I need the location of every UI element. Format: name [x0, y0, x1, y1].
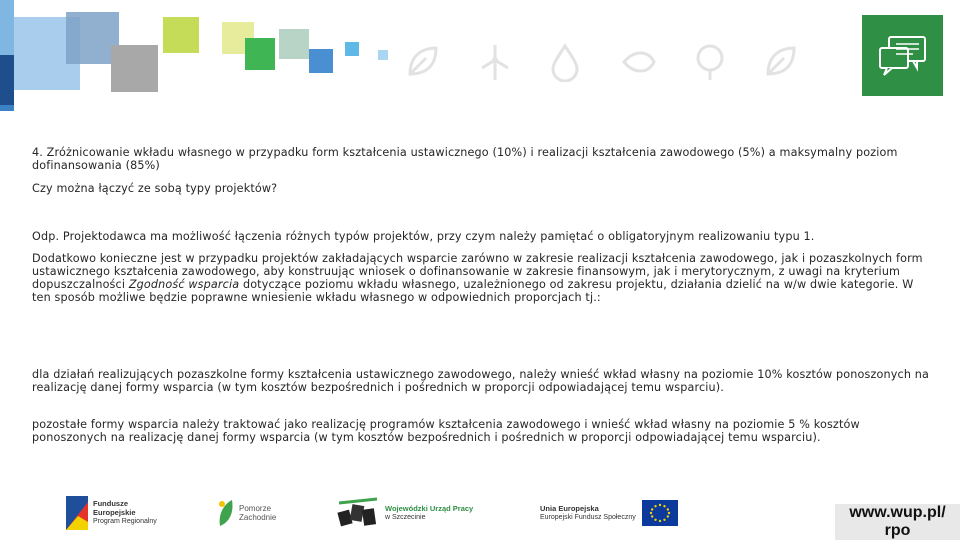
- deco-square: [309, 49, 333, 73]
- slide-heading: 4. Zróżnicowanie wkładu własnego w przypadku form kształcenia ustawicznego (10%) i realizacji kształcenia zawodowego (5%) a maksymalny poziom dofinansowania (85%): [32, 146, 898, 172]
- answer-text: Odp. Projektodawca ma możliwość łączenia różnych typów projektów, przy czym należy pamiętać o obligatoryjnym realizowaniu typu 1.: [32, 230, 815, 243]
- paragraph-italic-term: Zgodność wsparcia: [128, 278, 240, 291]
- edge-stripe-mid: [0, 55, 14, 105]
- pz-line1: Pomorze: [239, 504, 272, 513]
- deco-square: [111, 45, 158, 92]
- tree-icon: [690, 42, 730, 82]
- fe-line3: Program Regionalny: [93, 518, 157, 525]
- website-link[interactable]: [835, 504, 960, 540]
- bullet-item: pozostałe formy wsparcia należy traktować jako realizację programów kształcenia zawodowego i wnieść wkład własny na poziomie 5 % kosztów ponoszonych na realizację danej formy wsparcia (w tym kosztów bezpośrednich i pośrednich w proporcji odpowiadającej temu wsparciu).: [32, 418, 860, 444]
- leaf-icon: [760, 42, 800, 82]
- fundusze-europejskie-logo: [66, 492, 157, 534]
- deco-square: [378, 50, 388, 60]
- pz-line2: Zachodnie: [239, 513, 277, 522]
- unia-europejska-logo: [540, 492, 678, 534]
- leaf-icon: [402, 42, 442, 82]
- chat-bubbles-icon: [877, 34, 929, 78]
- paragraph-rest: dotyczące poziomu wkładu własnego, uzależnionego od zakresu projektu, działania dzielić na w/w dwie kategorie. W ten sposób możliwe będzie poprawne wniesienie wkładu własnego w odpowiednich proporcjach tj.:: [32, 278, 914, 304]
- deco-square: [163, 17, 199, 53]
- ue-line1: Unia Europejska: [540, 503, 599, 513]
- fe-line2: Europejskie: [93, 508, 136, 517]
- www-line2: rpo: [884, 522, 911, 539]
- deco-square: [279, 29, 309, 59]
- deco-square: [345, 42, 359, 56]
- pomorze-leaf-icon: [216, 498, 236, 528]
- fish-icon: [620, 42, 660, 82]
- wup-line2: w Szczecinie: [385, 513, 426, 521]
- additional-paragraph: [32, 252, 932, 304]
- fe-line1: Fundusze: [93, 499, 128, 508]
- question-text: Czy można łączyć ze sobą typy projektów?: [32, 182, 278, 195]
- ue-line2: Europejski Fundusz Społeczny: [540, 513, 636, 521]
- pomorze-zachodnie-logo: [216, 492, 276, 534]
- wind-turbine-icon: [475, 42, 515, 82]
- chat-icon-box: [862, 15, 943, 96]
- wup-line1: Wojewódzki Urząd Pracy: [385, 503, 474, 513]
- drop-icon: [545, 42, 585, 82]
- wup-logo: [337, 492, 473, 534]
- edge-stripe-top: [0, 0, 14, 55]
- wup-blocks-icon: [337, 497, 381, 529]
- edge-stripe-low: [0, 105, 14, 111]
- paragraph-main: Dodatkowo konieczne jest w przypadku projektów zakładających wsparcie zarówno w zakresie realizacji kształcenia zawodowego, jak i pozaszkolnych form ustawicznego kształcenia zawodowego, aby konstruując wniosek o dofinansowanie w zakresie finansowym, jak i merytorycznym, z uwagi na kryterium dopuszczalności: [32, 252, 923, 291]
- eu-flag-icon: [642, 500, 678, 526]
- deco-square: [245, 38, 275, 70]
- www-line1: www.wup.pl/: [849, 504, 946, 521]
- fe-stars-icon: [66, 496, 88, 530]
- bullet-item: dla działań realizujących pozaszkolne formy kształcenia ustawicznego zawodowego, należy wnieść wkład własny na poziomie 10% kosztów ponoszonych na realizację danej formy wsparcia (w tym kosztów bezpośrednich i pośrednich w proporcji odpowiadającej temu wsparciu).: [32, 368, 930, 394]
